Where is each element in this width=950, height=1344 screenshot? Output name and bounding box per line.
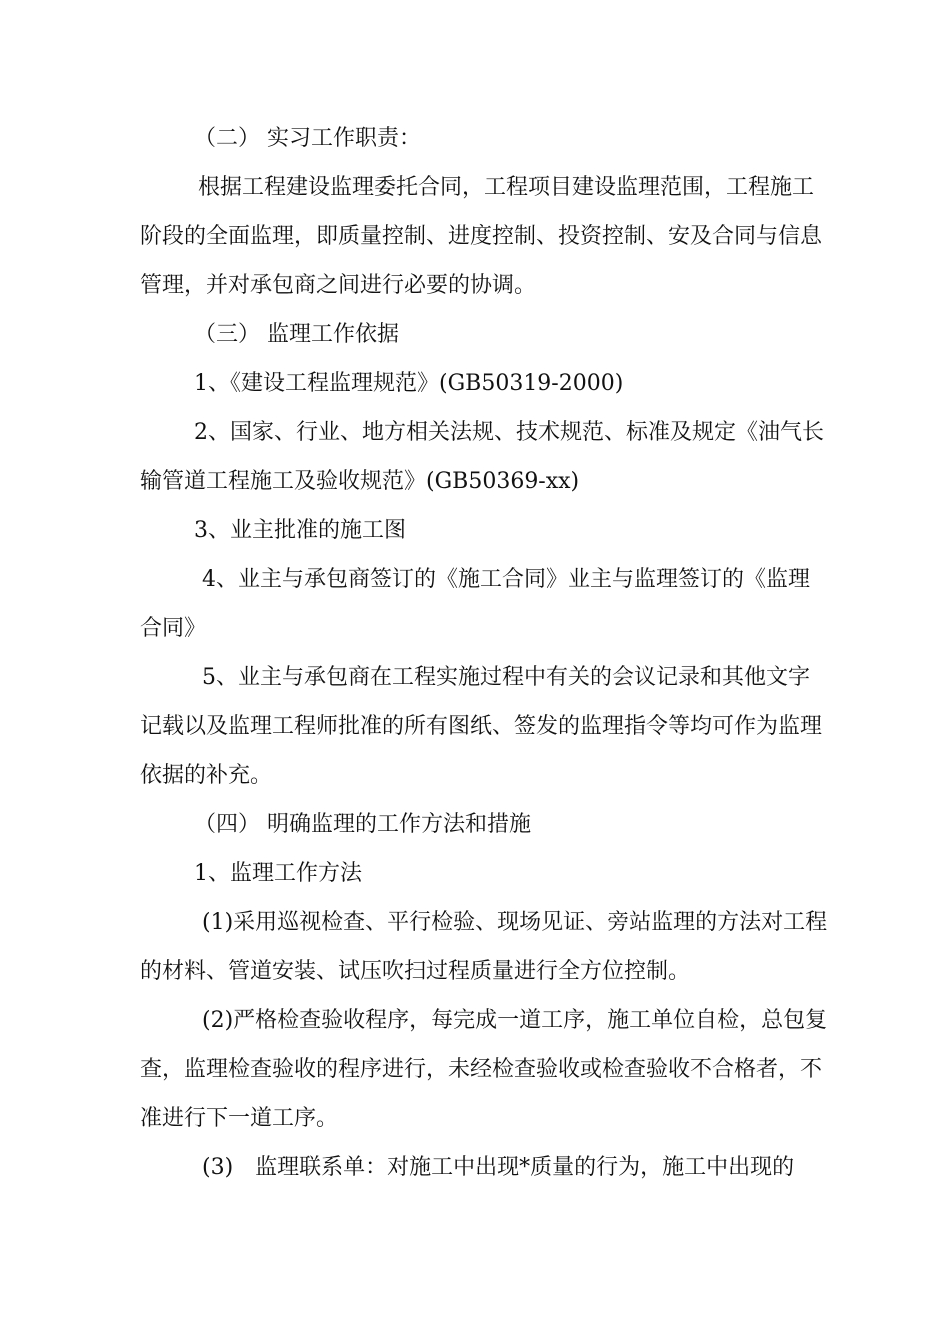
list-item-basis-2: 2、国家、行业、地方相关法规、技术规范、标准及规定《油气长输管道工程施工及验收规范》(GB50369-xx) — [140, 420, 824, 494]
section-heading-methods: （四） 明确监理的工作方法和措施 — [194, 812, 531, 837]
method-item-3: (3) 监理联系单：对施工中出现*质量的行为，施工中出现的 — [202, 1155, 795, 1180]
list-item-basis-5: 5、业主与承包商在工程实施过程中有关的会议记录和其他文字记载以及监理工程师批准的所有图纸、签发的监理指令等均可作为监理依据的补充。 — [140, 665, 823, 788]
method-item-1: (1)采用巡视检查、平行检验、现场见证、旁站监理的方法对工程的材料、管道安装、试压吹扫过程质量进行全方位控制。 — [140, 910, 828, 984]
list-item-basis-1: 1、《建设工程监理规范》(GB50319-2000) — [194, 371, 624, 396]
list-item-basis-4: 4、业主与承包商签订的《施工合同》业主与监理签订的《监理合同》 — [140, 567, 810, 641]
method-item-2: (2)严格检查验收程序，每完成一道工序，施工单位自检，总包复查，监理检查验收的程序进行，未经检查验收或检查验收不合格者，不准进行下一道工序。 — [140, 1008, 828, 1131]
section-heading-duties: （二） 实习工作职责： — [194, 126, 421, 151]
section-heading-basis: （三） 监理工作依据 — [194, 322, 399, 347]
paragraph-duties: 根据工程建设监理委托合同，工程项目建设监理范围，工程施工阶段的全面监理，即质量控制、进度控制、投资控制、安及合同与信息管理，并对承包商之间进行必要的协调。 — [140, 175, 823, 298]
subheading-methods: 1、监理工作方法 — [194, 861, 362, 886]
list-item-basis-3: 3、业主批准的施工图 — [194, 518, 406, 543]
document-body — [140, 114, 830, 1192]
